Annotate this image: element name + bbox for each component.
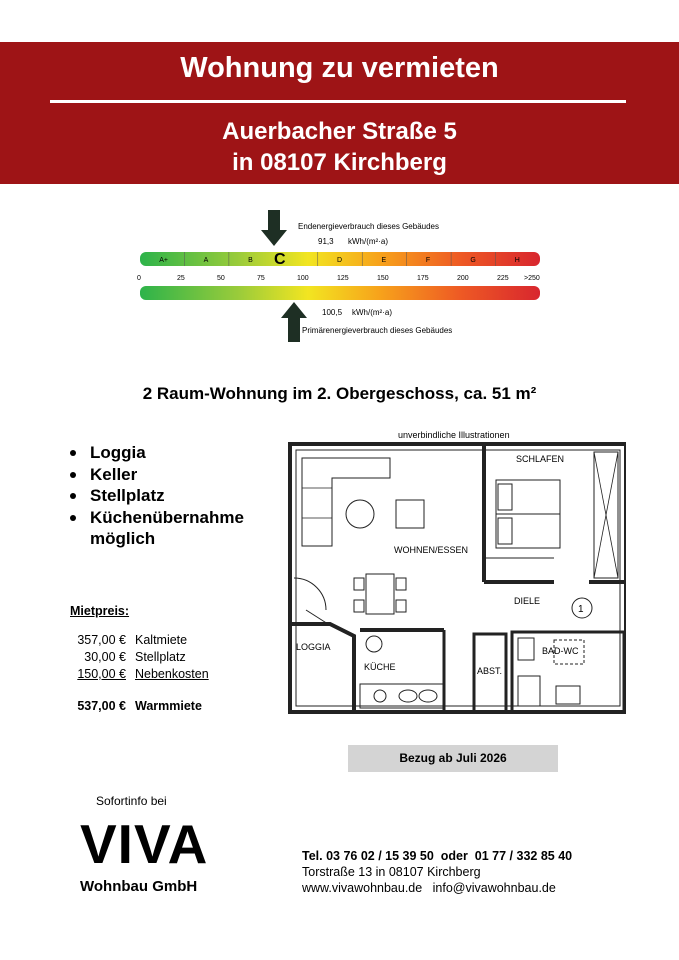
scale-tick-label: 125: [337, 275, 349, 282]
rent-amount: 357,00 €: [77, 633, 126, 647]
class-label: E: [381, 257, 387, 264]
scale-tick-label: 200: [457, 275, 469, 282]
class-label: F: [425, 257, 431, 264]
scale-tick-label: 225: [497, 275, 509, 282]
company-subname: Wohnbau GmbH: [80, 878, 198, 895]
rent-label: Stellplatz: [135, 650, 186, 664]
end-energy-unit: kWh/(m²·a): [348, 237, 388, 246]
primary-energy-value: 100,5: [322, 308, 343, 317]
class-label: A: [203, 257, 209, 264]
class-label: B: [248, 257, 253, 264]
rent-row: [70, 632, 209, 649]
class-label: H: [514, 257, 520, 264]
rent-heading: Mietpreis:: [70, 604, 130, 618]
scale-tick-label: >250: [524, 275, 540, 282]
room-wohnen: WOHNEN/ESSEN: [394, 545, 469, 555]
contact-web-mail: www.vivawohnbau.de info@vivawohnbau.de: [302, 881, 556, 895]
rent-row: [70, 649, 209, 666]
primary-bar: [140, 286, 540, 300]
energy-certificate: [130, 200, 550, 350]
plan-marker: 1: [578, 604, 584, 615]
contact-block: [302, 848, 572, 896]
scale-tick-label: 75: [257, 275, 265, 282]
scale-tick-label: 100: [297, 275, 309, 282]
primary-energy-arrow-icon: [281, 302, 307, 342]
feature-item: Keller: [66, 464, 244, 486]
company-logo: VIVA: [80, 813, 209, 875]
scale-labels: [137, 275, 540, 282]
feature-item: Küchenübernahme: [66, 507, 244, 529]
feature-item: Stellplatz: [66, 485, 244, 507]
end-energy-label: Endenergieverbrauch dieses Gebäudes: [298, 222, 439, 231]
scale-tick-label: 175: [417, 275, 429, 282]
header-divider: [50, 100, 626, 103]
address: [0, 116, 679, 178]
rent-amount: 30,00 €: [84, 650, 126, 664]
address-street: Auerbacher Straße 5: [222, 118, 457, 145]
rent-total-amount: 537,00 €: [77, 699, 126, 713]
feature-item: Loggia: [66, 442, 244, 464]
rent-table: [70, 604, 209, 715]
scale-tick-label: 0: [137, 275, 141, 282]
end-energy-arrow-icon: [261, 210, 287, 246]
energy-scale-graphic: [130, 200, 550, 350]
contact-street: Torstraße 13 in 08107 Kirchberg: [302, 865, 481, 879]
class-label: G: [470, 257, 476, 264]
rent-label: Nebenkosten: [135, 667, 209, 681]
floor-plan: [284, 428, 626, 718]
scale-tick-label: 150: [377, 275, 389, 282]
feature-list: [66, 442, 244, 550]
plan-note: unverbindliche Illustrationen: [398, 430, 510, 440]
rent-label: Kaltmiete: [135, 633, 188, 647]
class-label: A+: [159, 257, 168, 264]
scale-tick-label: 50: [217, 275, 225, 282]
sofortinfo-label: Sofortinfo bei: [96, 794, 167, 808]
rent-row: [70, 666, 209, 683]
address-city: in 08107 Kirchberg: [232, 149, 447, 176]
feature-item-continuation: möglich: [90, 529, 156, 548]
rent-total-label: Warmmiete: [135, 699, 202, 713]
primary-energy-unit: kWh/(m²·a): [352, 308, 392, 317]
room-kueche: KÜCHE: [364, 662, 396, 672]
apartment-subtitle: 2 Raum-Wohnung im 2. Obergeschoss, ca. 51 m²: [142, 384, 537, 403]
class-label: D: [337, 257, 343, 264]
scale-tick-label: 25: [177, 275, 185, 282]
header-banner: [0, 42, 679, 184]
class-marker: C: [274, 251, 286, 268]
move-in-date: Bezug ab Juli 2026: [348, 745, 558, 772]
room-abst: ABST.: [477, 666, 503, 676]
contact-phone: Tel. 03 76 02 / 15 39 50 oder 01 77 / 332 85 40: [302, 849, 573, 863]
rent-total-row: [70, 698, 209, 715]
primary-energy-label: Primärenergieverbrauch dieses Gebäudes: [302, 326, 453, 335]
page-title: Wohnung zu vermieten: [180, 52, 499, 84]
end-energy-value: 91,3: [318, 237, 334, 246]
room-schlafen: SCHLAFEN: [516, 454, 565, 464]
rent-amount: 150,00 €: [77, 667, 126, 681]
floor-plan-drawing: [284, 428, 626, 718]
room-loggia: LOGGIA: [296, 642, 331, 652]
room-bad: BAD-WC: [542, 646, 579, 656]
room-diele: DIELE: [514, 596, 541, 606]
